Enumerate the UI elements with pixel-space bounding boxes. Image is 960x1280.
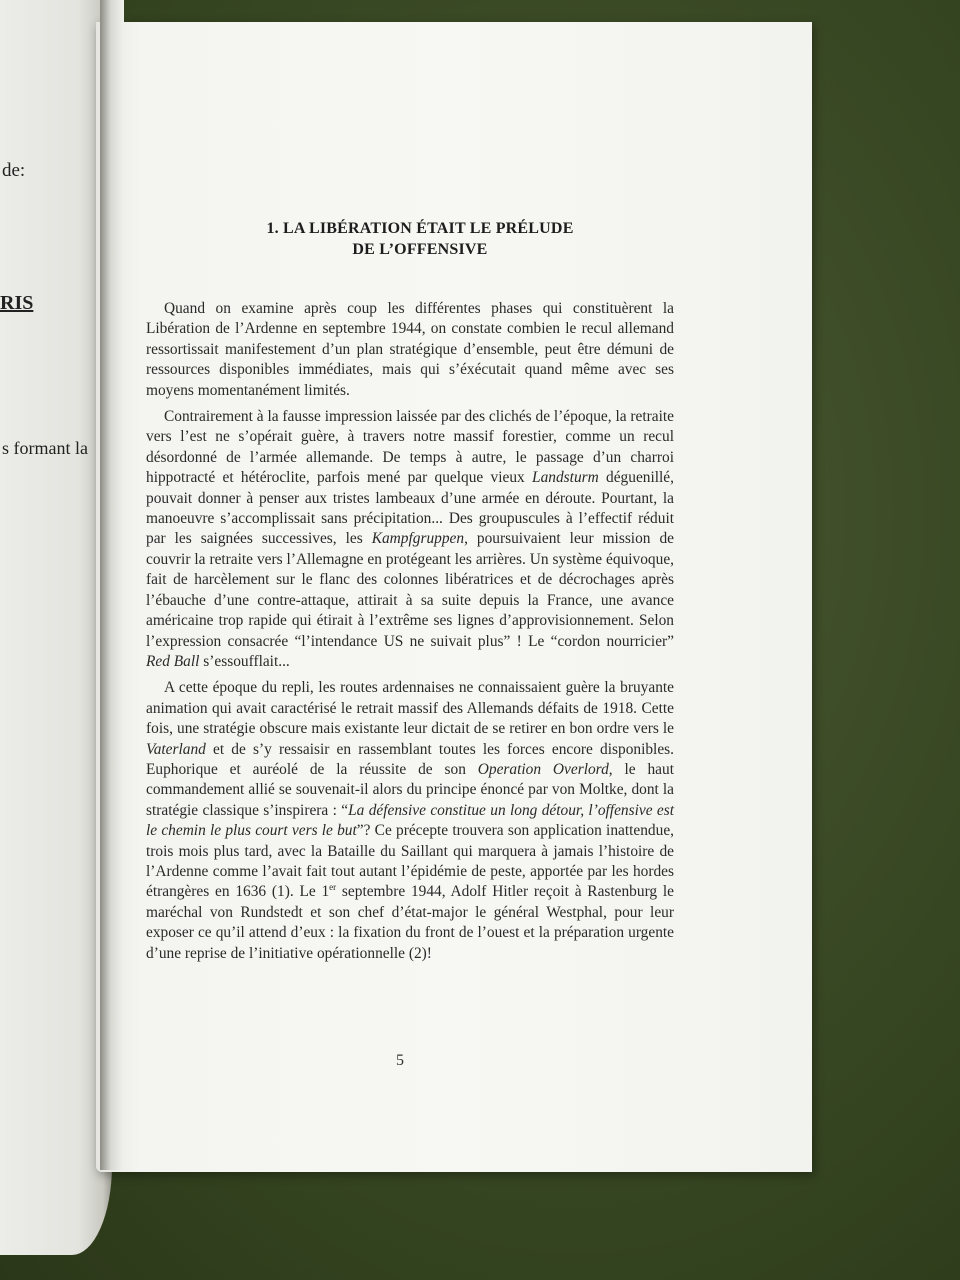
- italic-quote: La défensive constitue un long détour, l’offensive est le chemin le plus court vers le but: [146, 801, 674, 840]
- italic-term: Landsturm: [532, 469, 599, 487]
- text-run: ”? Ce précepte trouvera son application inattendue, trois mois plus tard, avec la Bataille du Saillant qui marquera à jamais l’histoire de l’Ardenne comme l’avait fait tout autant l’épidémie de peste, apportée par les hordes étrangères en 1636 (1). Le 1: [146, 822, 674, 901]
- page-number: 5: [396, 1052, 404, 1069]
- body-text: [146, 299, 674, 970]
- paragraph: [146, 407, 674, 672]
- text-run: A cette époque du repli, les routes ardennaises ne connaissaient guère la bruyante animation qui avait caractérisé le retrait massif des Allemands défaits de 1918. Cette fois, une stratégie obscure mais existante leur dictait de se retirer en bon ordre vers le: [146, 679, 674, 738]
- chapter-title-line: 1. LA LIBÉRATION ÉTAIT LE PRÉLUDE: [266, 220, 574, 237]
- text-run: , le haut commandement allié se souvenait-il alors du principe énoncé par von Moltke, dont la stratégie classique s’inspirera : “: [146, 760, 674, 819]
- paragraph: Quand on examine après coup les différentes phases qui constituèrent la Libération de l’Ardenne en septembre 1944, on constate combien le recul allemand ressortissait manifestement d’un plan stratégique d’ensemble, peut être démuni de ressources disponibles immédiates, mais qui s’éxécutait quand même avec ses moyens momentanément limités.: [146, 300, 674, 399]
- text-run: et de s’y ressaisir en rassemblant toutes les forces encore disponibles. Euphorique et auréolé de la réussite de son: [146, 740, 674, 778]
- chapter-title-line: DE L’OFFENSIVE: [352, 241, 488, 258]
- text-run: septembre 1944, Adolf Hitler reçoit à Rastenburg le maréchal von Rundstedt et son chef d’état-major le général Westphal, pour leur exposer ce qu’il attend d’eux : la fixation du front de l’ouest et la préparation urgente d’une reprise de l’initiative opérationnelle (2)!: [146, 883, 675, 962]
- italic-term: Operation Overlord: [477, 760, 609, 778]
- left-page-fragment: de:: [2, 160, 26, 181]
- superscript: er: [329, 882, 337, 893]
- paragraph: [146, 678, 674, 964]
- italic-term: Vaterland: [146, 740, 206, 758]
- book-gutter: [100, 0, 124, 1170]
- italic-term: Red Ball: [146, 652, 200, 670]
- left-page-heading-fragment: RIS: [0, 292, 34, 314]
- left-page-fragment: s formant la: [2, 438, 88, 458]
- text-run: déguenillé, pouvait donner à penser aux tristes lambeaux d’une armée en déroute. Pourtant, la manoeuvre s’accomplissait sans précipitation... Des groupuscules à l’effectif réduit par les saignées successives, les: [146, 469, 674, 548]
- text-run: , poursuivaient leur mission de couvrir la retraite vers l’Allemagne en protégeant les arrières. Un système équivoque, fait de harcèlement sur le flanc des colonnes libératrices et de décrochages après l’ébauche d’une contre-attaque, attirait à sa suite depuis la France, une avance américaine trop rapide qui étirait à l’extrême ses lignes d’approvisionnement. Selon l’expression consacrée “l’intendance US ne suivait plus” ! Le “cordon nourricier”: [146, 530, 674, 650]
- text-run: Contrairement à la fausse impression laissée par des clichés de l’époque, la retraite vers l’est ne s’opérait guère, à travers notre massif forestier, comme un recul désordonné de l’armée allemande. De temps à autre, le passage d’un charroi hippotracté et hétéroclite, parfois mené par quelque vieux: [146, 408, 674, 487]
- italic-term: Kampfgruppen: [371, 530, 465, 548]
- text-run: s’essoufflait...: [199, 652, 290, 670]
- chapter-title: [210, 218, 630, 260]
